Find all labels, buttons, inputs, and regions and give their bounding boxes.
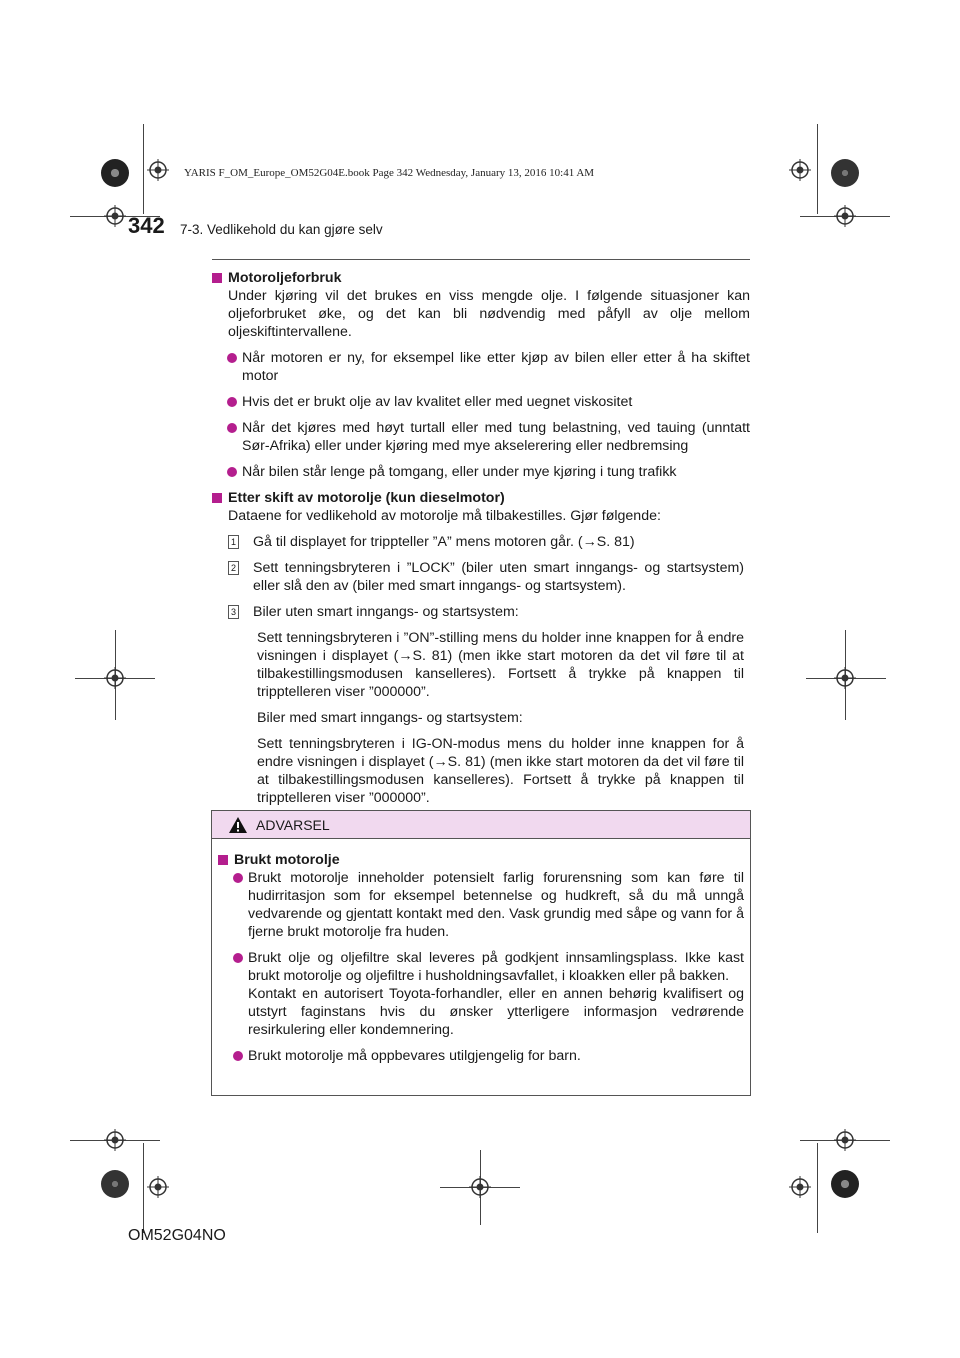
warning-title: ADVARSEL — [256, 816, 330, 833]
warning-bullet-2-extra: Kontakt en autorisert Toyota-forhandler, eller en annen behørig kvalifisert og utstyrt faginstans hvis du ønsker ytterligere informasjon vedrørende resirkulering eller kondemnering. — [248, 986, 744, 1038]
square-bullet-icon — [218, 855, 228, 865]
color-target-icon — [831, 159, 859, 187]
motor-oil-heading: Motoroljeforbruk — [212, 269, 750, 287]
print-mark: YARIS F_OM_Europe_OM52G04E.book Page 342 Wednesday, January 13, 2016 10:41 AM — [184, 167, 595, 179]
bullet-dot-icon — [227, 397, 237, 407]
color-target-icon — [101, 159, 129, 187]
color-target-icon — [831, 1170, 859, 1198]
list-item: Brukt motorolje må oppbevares utilgjengelig for barn. — [233, 1047, 744, 1065]
step-3-label-b: Biler med smart inngangs- og startsystem: — [257, 710, 523, 726]
registration-mark-icon — [834, 667, 856, 689]
bullet-dot-icon — [233, 953, 243, 963]
bullet-dot-icon — [227, 423, 237, 433]
warning-triangle-icon — [228, 816, 248, 834]
bullet-dot-icon — [227, 467, 237, 477]
registration-mark-icon — [789, 159, 811, 181]
list-item: Når det kjøres med høyt turtall eller med tung belastning, ved tauing (unntatt Sør-Afrika) eller under kjøring med mye akselerering eller nedbremsing — [227, 419, 750, 455]
section-title: 7-3. Vedlikehold du kan gjøre selv — [180, 222, 383, 237]
list-item: Når bilen står lenge på tomgang, eller under mye kjøring i tung trafikk — [227, 463, 750, 481]
reset-intro: Dataene for vedlikehold av motorolje må tilbakestilles. Gjør følgende: — [228, 508, 661, 524]
reset-heading: Etter skift av motorolje (kun dieselmotor) — [212, 489, 750, 507]
registration-mark-icon — [834, 1129, 856, 1151]
step-number: 1 — [228, 535, 239, 549]
list-item: Hvis det er brukt olje av lav kvalitet eller med uegnet viskositet — [227, 393, 750, 411]
registration-mark-icon — [147, 159, 169, 181]
color-target-icon — [101, 1170, 129, 1198]
step-number: 3 — [228, 605, 239, 619]
warning-body — [212, 839, 750, 1065]
bullet-dot-icon — [227, 353, 237, 363]
registration-mark-icon — [104, 1129, 126, 1151]
list-item: Brukt motorolje inneholder potensielt farlig forurensning som kan føre til hudirritasjon som for eksempel betennelse og hudkreft, så du må unngå vedvarende og gjentatt kontakt med den. Vask grundig med såpe og vann for å fjerne brukt motorolje fra huden. — [233, 869, 744, 941]
square-bullet-icon — [212, 493, 222, 503]
step-3: 3 Biler uten smart inngangs- og startsystem: — [228, 603, 750, 621]
registration-mark-icon — [104, 205, 126, 227]
square-bullet-icon — [212, 273, 222, 283]
warning-heading: Brukt motorolje — [218, 851, 744, 869]
registration-mark-icon — [789, 1176, 811, 1198]
registration-mark-icon — [104, 667, 126, 689]
registration-mark-icon — [469, 1176, 491, 1198]
document-code: OM52G04NO — [128, 1227, 226, 1244]
page-number: 342 — [128, 213, 165, 238]
bullet-dot-icon — [233, 873, 243, 883]
registration-mark-icon — [834, 205, 856, 227]
step-3-text-a: Sett tenningsbryteren i ”ON”-stilling mens du holder inne knappen for å endre visningen i displayet (→S. 81) (men ikke start motoren da det vil føre til at tilbakestillingsmodusen kanselleres). Fortsett å trykke på knappen til tripptelleren viser ”000000”. — [257, 630, 744, 700]
list-item: Brukt olje og oljefiltre skal leveres på godkjent innsamlingsplass. Ikke kast brukt motorolje og oljefiltre i husholdningsavfallet, i kloakken eller på bakken. — [233, 949, 744, 985]
header-divider — [212, 259, 750, 260]
step-1: 1 Gå til displayet for trippteller ”A” mens motoren går. (→S. 81) — [228, 533, 750, 551]
step-3-text-b: Sett tenningsbryteren i IG-ON-modus mens du holder inne knappen for å endre visningen i displayet (→S. 81) (men ikke start motoren da det vil føre til at tilbakestillingsmodusen kanselleres). Fortsett å trykke på knappen til tripptelleren viser ”000000”. — [257, 736, 744, 806]
registration-mark-icon — [147, 1176, 169, 1198]
warning-box — [211, 810, 751, 1096]
step-2: 2 Sett tenningsbryteren i ”LOCK” (biler uten smart inngangs- og startsystem) eller slå den av (biler med smart inngangs- og startsystem). — [228, 559, 750, 595]
bullet-dot-icon — [233, 1051, 243, 1061]
list-item: Når motoren er ny, for eksempel like etter kjøp av bilen eller etter å ha skiftet motor — [227, 349, 750, 385]
motor-oil-section — [212, 269, 750, 807]
warning-header — [212, 811, 750, 839]
step-number: 2 — [228, 561, 239, 575]
motor-oil-intro: Under kjøring vil det brukes en viss mengde olje. I følgende situasjoner kan oljeforbruket øke, og det kan bli nødvendig med påfyll av olje mellom oljeskiftintervallene. — [228, 288, 750, 340]
